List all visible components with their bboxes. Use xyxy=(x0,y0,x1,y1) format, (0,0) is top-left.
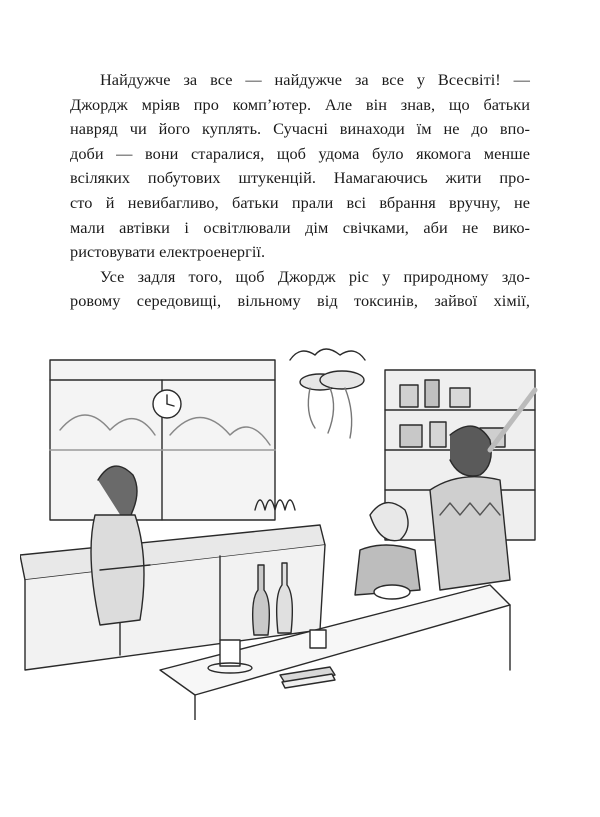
text-line: сто й невибагливо, батьки прали всі вбрання вручну, не xyxy=(70,192,530,212)
text-line: ровому середовищі, вільному від токсинів, зайвої хімії, xyxy=(70,291,530,311)
bowl-icon xyxy=(374,585,410,599)
text-line: мали автівки і освітлювали дім свічками, аби не вико- xyxy=(70,217,530,237)
father-figure xyxy=(450,426,491,476)
text-line: доби — вони старалися, щоб удома було якомога менше xyxy=(70,143,530,163)
text-line: ристовувати електроенергії. xyxy=(70,242,266,262)
text-line: Джордж мріяв про комп’ютер. Але він знав, що батьки xyxy=(70,94,530,114)
candle-icon xyxy=(220,640,240,666)
kitchen-illustration xyxy=(20,340,560,720)
boy-figure xyxy=(370,503,408,541)
text-line: Найдужче за все — найдужче за все у Всесвіті! — xyxy=(100,70,530,89)
mug-icon xyxy=(310,630,326,648)
hanging-plant-icon xyxy=(290,349,365,360)
text-line: навряд чи його куплять. Сучасні винаходи їм не до впо- xyxy=(70,119,530,139)
text-line: всіляких побутових штукенцій. Намагаючись жити про- xyxy=(70,168,530,188)
text-line: Усе задля того, щоб Джордж ріс у природному здо- xyxy=(100,266,530,286)
body-text xyxy=(70,68,530,314)
